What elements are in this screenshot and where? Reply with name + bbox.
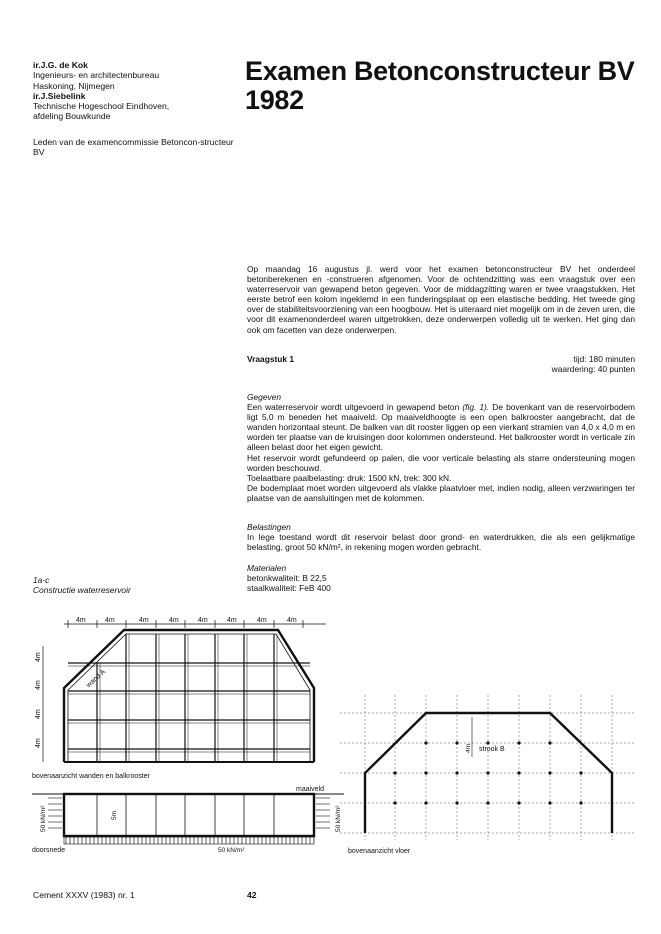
wall-label: wand A bbox=[85, 668, 108, 690]
title-line: Examen Betonconstructeur BV bbox=[245, 56, 635, 86]
paragraph: Toelaatbare paalbelasting: druk: 1500 kN, trek: 300 kN. bbox=[247, 472, 452, 483]
load-label-left: 50 kN/m² bbox=[40, 805, 47, 832]
strip-label: strook B bbox=[479, 746, 505, 753]
author-affiliation: Haskoning, Nijmegen bbox=[33, 80, 115, 91]
text-run: Een waterreservoir wordt uitgevoerd in gewapend beton bbox=[247, 402, 463, 413]
floor-plan-label: bovenaanzicht vloer bbox=[348, 848, 411, 855]
section-drawing bbox=[28, 784, 348, 854]
question-score: waardering: 40 punten bbox=[551, 364, 635, 375]
author-affiliation: Technische Hogeschool Eindhoven, bbox=[33, 101, 170, 112]
section-gegeven bbox=[247, 392, 635, 503]
dimension-label: 4m bbox=[35, 652, 42, 662]
paragraph: In lege toestand wordt dit reservoir belast door grond- en waterdrukken, die als een gelijkmatige belasting, groot 50 kN/m², in rekening mogen worden gebracht. bbox=[247, 532, 635, 553]
section-belastingen bbox=[247, 522, 635, 552]
paragraph: De bodemplaat moet worden uitgevoerd als vlakke plaatvloer met, indien nodig, alleen verzwaringen ter plaatse van de aansluitingen met de kolommen. bbox=[247, 482, 635, 503]
dimension-label: 4m bbox=[169, 617, 179, 624]
figure-caption bbox=[33, 575, 131, 595]
load-label-bottom: 50 kN/m² bbox=[218, 847, 245, 854]
dimension-label: 4m bbox=[287, 617, 297, 624]
load-label-right: 50 kN/m² bbox=[335, 805, 342, 832]
floor-plan-drawing bbox=[340, 695, 640, 860]
committee-note: Leden van de examencommissie Betoncon-structeur BV bbox=[33, 137, 234, 158]
plan-walls-beams-drawing bbox=[28, 612, 348, 782]
intro-paragraph: Op maandag 16 augustus jl. werd voor het examen betonconstructeur BV het onderdeel betonberekenen en -construeren afgenomen. Voor de ochtendzitting was een vraagstuk over een waterreservoir van gewapend beton gegeven. Voor de middagzitting waren er twee vraagstukken. Het eerste betrof een kolom ingeklemd in een funderingsplaat op een elastische bedding. Het tweede ging over de stabiliteitsvoorziening van een hoogbouw. Het is uiteraard niet mogelijk om in de zeven uren, die voor dit examenonderdeel waren uitgetrokken, deze onderwerpen volledig uit te werken. Het ging dan ook om facetten van deze onderwerpen. bbox=[247, 264, 635, 335]
question-title: Vraagstuk 1 bbox=[247, 354, 295, 364]
title-year: 1982 bbox=[245, 85, 304, 115]
figure-number: 1a-c bbox=[33, 575, 50, 585]
page-number: 42 bbox=[247, 890, 257, 900]
article-title bbox=[245, 57, 645, 115]
dimension-label: 4m bbox=[465, 743, 472, 753]
section-label: doorsnede bbox=[32, 847, 66, 854]
author-affiliation: Ingenieurs- en architectenbureau bbox=[33, 70, 160, 81]
material-line: staalkwaliteit: FeB 400 bbox=[247, 583, 331, 594]
section-materialen bbox=[247, 563, 635, 593]
plan-view-label: bovenaanzicht wanden en balkrooster bbox=[32, 773, 150, 780]
dimension-label: 4m bbox=[105, 617, 115, 624]
author-name: ir.J.Siebelink bbox=[33, 90, 86, 101]
paragraph: Het reservoir wordt gefundeerd op palen, die voor verticale belasting als starre ondersteuning mogen worden beschouwd. bbox=[247, 452, 635, 473]
text-run: De bovenkant van de reservoirbodem ligt 5,0 m beneden het maaiveld. Op maaiveldhoogte is een open balkrooster aangebracht, dat de wanden horizontaal steunt. De balken van dit rooster liggen op een vierkant stramien van 4,0 x 4,0 m en worden ter plaatse van de kruisingen door kolommen ondersteund. Het balkrooster wordt in verticale zin alleen belast door het eigen gewicht. bbox=[247, 402, 636, 453]
author-affiliation: afdeling Bouwkunde bbox=[33, 111, 111, 122]
depth-label: 5m bbox=[111, 810, 118, 820]
material-line: betonkwaliteit: B 22,5 bbox=[247, 573, 327, 584]
section-heading: Materialen bbox=[247, 563, 287, 573]
section-heading: Gegeven bbox=[247, 392, 281, 402]
dimension-label: 4m bbox=[35, 738, 42, 748]
journal-reference: Cement XXXV (1983) nr. 1 bbox=[33, 890, 135, 900]
paragraph bbox=[247, 402, 635, 452]
dimension-label: 4m bbox=[35, 680, 42, 690]
ground-level-label: maaiveld bbox=[296, 786, 325, 793]
section-heading: Belastingen bbox=[247, 522, 291, 532]
dimension-label: 4m bbox=[139, 617, 149, 624]
dimension-label: 4m bbox=[76, 617, 86, 624]
dimension-label: 4m bbox=[198, 617, 208, 624]
question-meta bbox=[552, 354, 635, 374]
dimension-label: 4m bbox=[257, 617, 267, 624]
author-block bbox=[33, 60, 233, 122]
figure-title: Constructie waterreservoir bbox=[33, 585, 131, 596]
author-name: ir.J.G. de Kok bbox=[33, 60, 88, 70]
dimension-label: 4m bbox=[35, 709, 42, 719]
dimension-label: 4m bbox=[227, 617, 237, 624]
figure-reference: (fig. 1). bbox=[462, 402, 490, 413]
question-time: tijd: 180 minuten bbox=[573, 354, 635, 364]
